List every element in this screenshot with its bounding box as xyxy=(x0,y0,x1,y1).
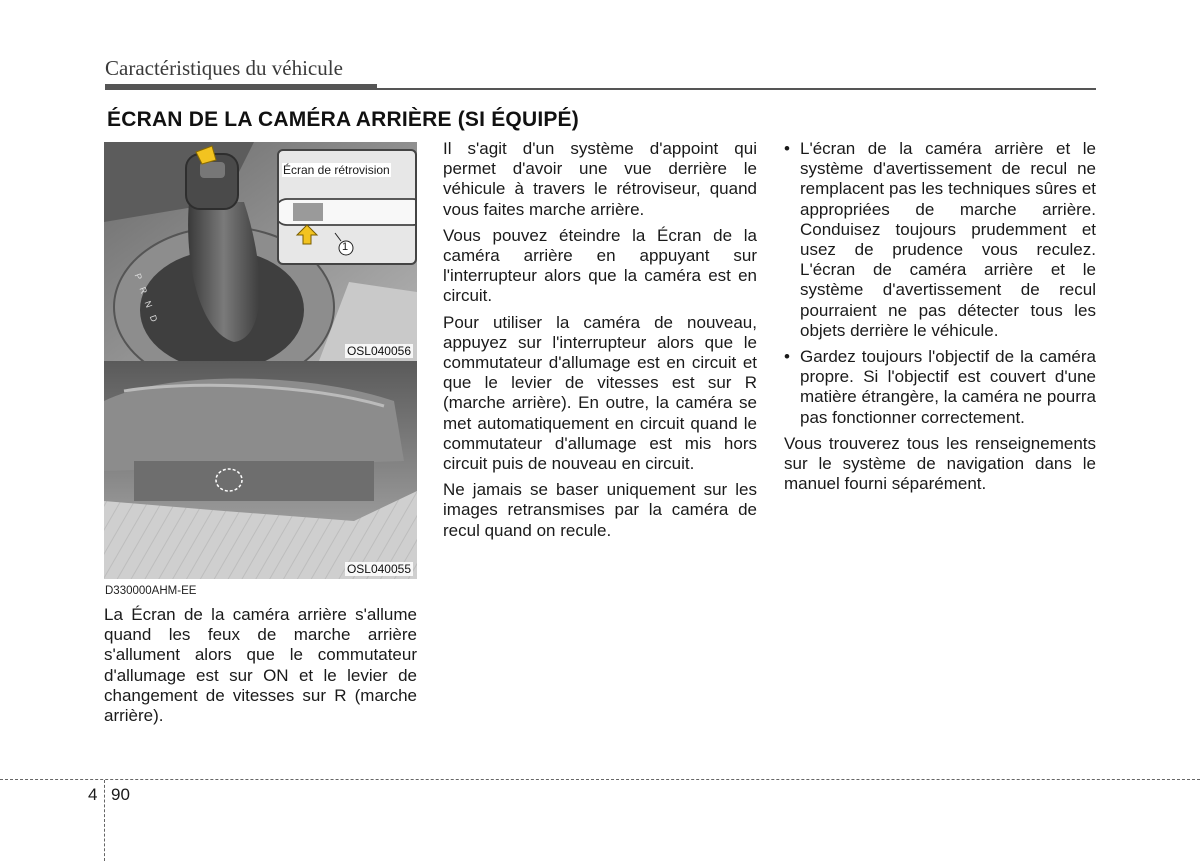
column-left xyxy=(104,605,417,732)
figure-gear-shifter xyxy=(104,142,417,361)
warning-list xyxy=(784,139,1096,428)
intro-paragraph: La Écran de la caméra arrière s'allume quand les feux de marche arrière s'allument alors que le commutateur d'allumage est sur ON et le levier de changement de vitesses sur R (marche arrière). xyxy=(104,605,417,726)
figure-rear-vehicle xyxy=(104,361,417,579)
footer-divider xyxy=(0,779,1200,780)
header-rule xyxy=(377,88,1096,90)
page-number: 90 xyxy=(111,785,130,804)
reference-code: D330000AHM-EE xyxy=(105,585,197,597)
section-title: ÉCRAN DE LA CAMÉRA ARRIÈRE (SI ÉQUIPÉ) xyxy=(107,108,579,131)
mirror-inset-label: Écran de rétrovision xyxy=(283,163,390,177)
rear-vehicle-illustration xyxy=(104,361,417,579)
column-right xyxy=(784,139,1096,500)
list-item xyxy=(784,139,1096,341)
paragraph-2: Vous pouvez éteindre la Écran de la caméra arrière en appuyant sur l'interrupteur alors que la caméra est en circuit. xyxy=(443,225,757,306)
mirror-inset xyxy=(277,149,417,265)
chapter-number: 4 xyxy=(88,785,98,804)
list-item-text: Gardez toujours l'objectif de la caméra propre. Si l'objectif est couvert d'une matière étrangère, la caméra ne pourra pas fonctionner correctement. xyxy=(800,347,1096,427)
bullet-icon: • xyxy=(784,139,790,158)
bullet-icon: • xyxy=(784,347,790,367)
paragraph-4: Ne jamais se baser uniquement sur les images retransmises par la caméra de recul quand on recule. xyxy=(443,480,757,540)
header-bar xyxy=(105,84,377,90)
chapter-header-title: Caractéristiques du véhicule xyxy=(105,56,343,80)
closing-paragraph: Vous trouverez tous les renseignements sur le système de navigation dans le manuel fourni séparément. xyxy=(784,433,1096,494)
paragraph-3: Pour utiliser la caméra de nouveau, appuyez sur l'interrupteur alors que le commutateur d'allumage est en circuit et que le levier de vitesses est sur R (marche arrière). En outre, la caméra se met automatiquement en circuit quand le commutateur d'allumage est mis hors circuit puis de nouveau en circuit. xyxy=(443,312,757,474)
footer-margin-line xyxy=(104,780,105,861)
figure-code-bottom: OSL040055 xyxy=(346,562,411,576)
list-item-text: L'écran de la caméra arrière et le système d'avertissement de recul ne remplacent pas les techniques sûres et appropriées de marche arrière. Conduisez toujours prudemment et usez de prudence vous reculez. L'écran de caméra arrière et le système d'avertissement de recul pourraient ne pas détecter tous les objets derrière le véhicule. xyxy=(800,139,1096,340)
gear-position-letters: P R N D xyxy=(132,272,161,327)
figure-code-top: OSL040056 xyxy=(346,344,411,358)
column-middle xyxy=(443,139,757,547)
paragraph-1: Il s'agit d'un système d'appoint qui permet d'avoir une vue derrière le véhicule à travers le rétroviseur, quand vous faites marche arrière. xyxy=(443,139,757,219)
callout-number: 1 xyxy=(342,241,349,253)
list-item xyxy=(784,347,1096,428)
